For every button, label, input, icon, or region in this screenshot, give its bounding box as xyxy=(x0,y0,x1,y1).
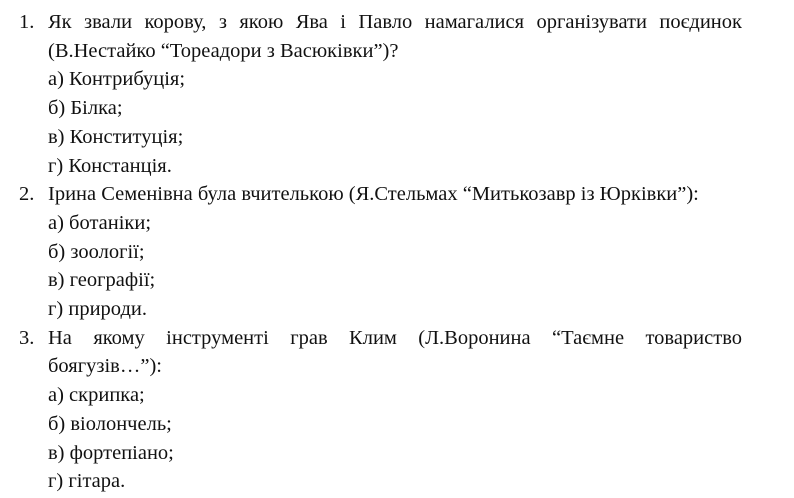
answer-option: б) зоології; xyxy=(48,240,145,263)
question-text xyxy=(48,8,742,65)
answer-option: а) ботаніки; xyxy=(48,211,152,234)
question-text-line: На якому інструменті грав Клим (Л.Воронина “Таємне товариство xyxy=(48,326,742,349)
question-number: 3. xyxy=(19,326,35,349)
question-text xyxy=(48,324,742,381)
answer-option: в) фортепіано; xyxy=(48,441,174,464)
question-body xyxy=(48,8,742,180)
question-text-line: боягузів…”): xyxy=(48,355,162,378)
question-text-line: Ірина Семенівна була вчителькою (Я.Стельмах “Митькозавр із Юрківки”): xyxy=(48,183,699,206)
answer-option: а) скрипка; xyxy=(48,384,145,407)
question-2 xyxy=(19,180,742,324)
answer-option: б) віолончель; xyxy=(48,412,172,435)
answer-option: б) Білка; xyxy=(48,97,123,120)
answer-option: г) Констанція. xyxy=(48,154,172,177)
question-body xyxy=(48,324,742,496)
answer-option: г) природи. xyxy=(48,298,147,321)
answer-option: в) Конституція; xyxy=(48,125,184,148)
question-body xyxy=(48,180,742,324)
question-number: 2. xyxy=(19,183,35,206)
question-number: 1. xyxy=(19,11,35,33)
question-3 xyxy=(19,324,742,496)
question-text xyxy=(48,180,742,209)
answer-option: г) гітара. xyxy=(48,470,126,493)
question-1 xyxy=(19,8,742,180)
answer-option: а) Контрибуція; xyxy=(48,68,186,91)
question-text-line: Як звали корову, з якою Ява і Павло намагалися організувати поєдинок xyxy=(48,11,742,33)
answer-option: в) географії; xyxy=(48,269,156,292)
question-text-line: (В.Нестайко “Тореадори з Васюківки”)? xyxy=(48,39,399,62)
